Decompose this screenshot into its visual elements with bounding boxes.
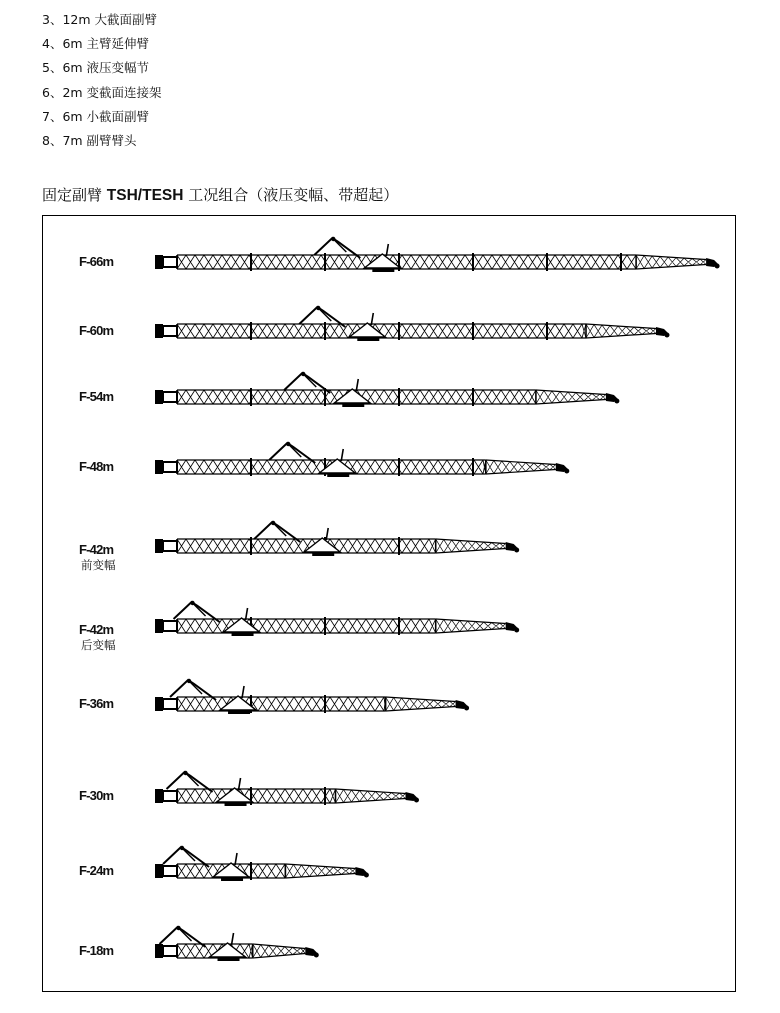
boom-diagram	[43, 596, 536, 656]
component-item-3: 3、12m 大截面副臂	[42, 12, 158, 27]
component-item-6: 6、2m 变截面连接架	[42, 84, 162, 100]
component-item-7: 7、6m 小截面副臂	[42, 108, 150, 124]
config-label: F-36m	[79, 696, 114, 711]
config-label: F-30m	[79, 788, 114, 803]
config-label: F-48m	[79, 459, 114, 474]
config-sublabel: 前变幅	[81, 558, 116, 572]
boom-diagram	[43, 921, 335, 981]
boom-diagram	[43, 301, 686, 361]
config-label: F-18m	[79, 943, 114, 958]
boom-diagram	[43, 232, 736, 292]
section-title-suffix: 工况组合（液压变幅、带超起）	[188, 186, 399, 204]
boom-diagram	[43, 674, 486, 734]
component-item-5: 5、6m 液压变幅节	[42, 60, 150, 76]
section-title-bold: TSH/TESH	[106, 187, 184, 204]
config-label: F-66m	[79, 254, 114, 269]
config-sublabel: 后变幅	[81, 638, 116, 652]
config-label: F-24m	[79, 863, 114, 878]
boom-configuration-figure	[42, 215, 736, 992]
component-item-4: 4、6m 主臂延伸臂	[42, 36, 150, 52]
boom-diagram	[43, 841, 385, 901]
section-title-prefix: 固定副臂	[42, 186, 103, 204]
component-list	[42, 8, 162, 153]
config-label: F-60m	[79, 323, 114, 338]
config-label: F-42m	[79, 622, 114, 637]
component-item-8: 8、7m 副臂臂头	[42, 132, 137, 148]
boom-diagram	[43, 516, 536, 576]
boom-diagram	[43, 367, 636, 427]
boom-diagram	[43, 766, 436, 826]
boom-diagram	[43, 437, 586, 497]
config-label: F-42m	[79, 542, 114, 557]
section-title	[42, 184, 398, 205]
config-label: F-54m	[79, 389, 114, 404]
